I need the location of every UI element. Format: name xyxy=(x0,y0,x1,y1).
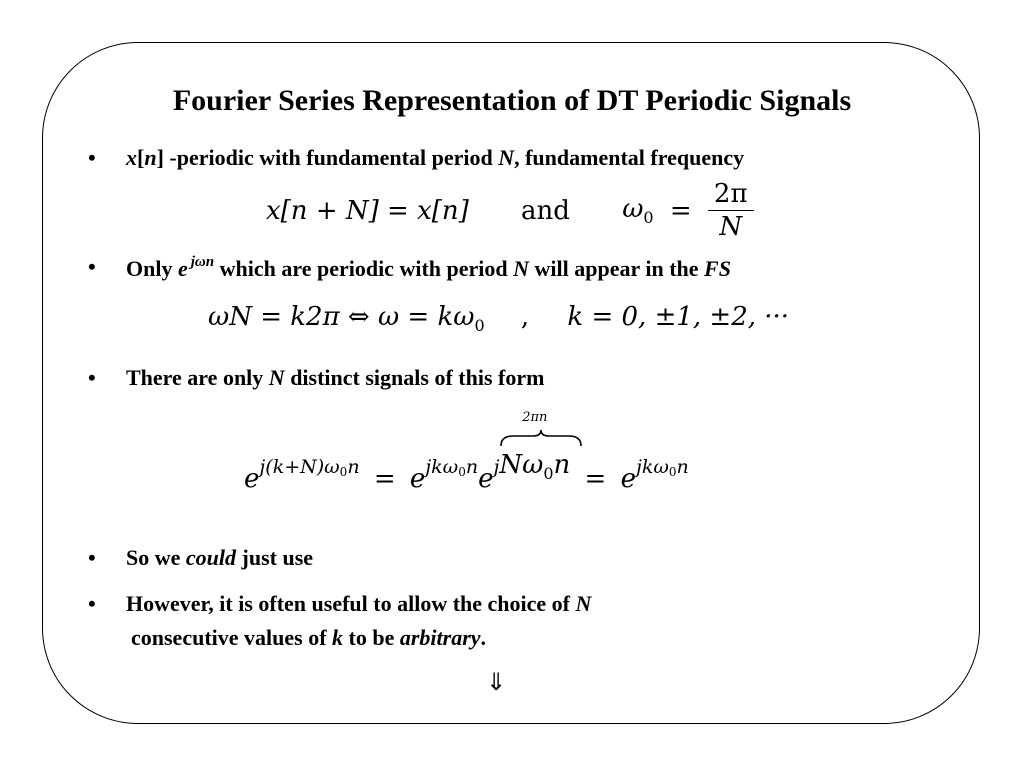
exp-text: jkω xyxy=(425,456,459,478)
omega-symbol: ω xyxy=(622,194,644,224)
bullet-marker: • xyxy=(88,545,96,570)
fraction-numerator: 2π xyxy=(708,178,754,211)
eq1-and: and xyxy=(521,195,570,226)
var-k: k xyxy=(332,625,344,650)
var-x: x xyxy=(126,145,137,170)
var-n: n xyxy=(144,145,157,170)
bullet-marker: • xyxy=(88,254,96,279)
abbr-FS: FS xyxy=(704,256,731,281)
equation-frequency-condition xyxy=(208,302,789,335)
var-N: N xyxy=(513,256,530,281)
eq1-omega0 xyxy=(622,194,653,227)
exp-text: n xyxy=(465,456,479,478)
exp-text: jkω xyxy=(635,456,669,478)
eq1-equals: = xyxy=(669,195,692,226)
exp-text: Nω xyxy=(499,450,544,480)
bullet-text: However, it is often useful to allow the choice of xyxy=(126,591,576,616)
subscript-zero: 0 xyxy=(643,208,654,227)
bullet-text: ] -periodic with fundamental period xyxy=(156,145,499,170)
subscript-zero: 0 xyxy=(474,316,485,335)
exponent-jwn: jωn xyxy=(190,254,215,270)
bullet-distinct-signals xyxy=(126,365,544,391)
bullet-text: which are periodic with period xyxy=(214,256,514,281)
down-double-arrow-icon: ⇓ xyxy=(486,668,507,696)
eq1-fraction xyxy=(708,178,754,243)
bullet-only-periodic xyxy=(126,254,731,282)
bullet-marker: • xyxy=(88,591,96,616)
eq3-exp2 xyxy=(425,456,478,478)
eq3-exp4 xyxy=(636,456,689,478)
bullet-marker: • xyxy=(88,145,96,170)
eq3-e: e xyxy=(244,464,260,494)
eq3-e: e xyxy=(620,464,636,494)
exp-text: j(k+N)ω xyxy=(259,456,340,478)
eq3-equals: = xyxy=(373,464,396,494)
bracket-open: [ xyxy=(137,145,145,170)
overbrace-group xyxy=(499,410,571,483)
bullet-could-use xyxy=(126,545,313,571)
var-N: N xyxy=(498,145,515,170)
eq3-e: e xyxy=(409,464,426,494)
eq2-comma: , xyxy=(520,302,530,332)
bullet-text: will appear in the xyxy=(529,256,705,281)
fraction-denominator: N xyxy=(719,212,743,242)
bullet-marker: • xyxy=(88,365,96,390)
equation-periodicity xyxy=(266,178,754,243)
subscript-zero: 0 xyxy=(668,465,677,479)
eq2-right: k = 0, ±1, ±2, ··· xyxy=(567,302,790,332)
var-N: N xyxy=(268,365,285,390)
subscript-zero: 0 xyxy=(543,464,554,483)
bullet-text: . xyxy=(480,625,487,650)
exp-text: n xyxy=(553,450,571,480)
eq1-lhs: x[n + N] = x[n] xyxy=(266,195,469,226)
bullet-text: consecutive values of xyxy=(131,625,333,650)
bullet-text: just use xyxy=(236,545,314,570)
eq3-e: e xyxy=(478,464,494,494)
bullet-text: Only xyxy=(126,256,178,281)
bullet-periodic xyxy=(126,145,744,171)
bullet-however-line2 xyxy=(131,625,486,651)
bullet-text: to be xyxy=(343,625,400,650)
subscript-zero: 0 xyxy=(458,465,466,479)
bullet-text: There are only xyxy=(126,365,269,390)
bullet-text: , fundamental frequency xyxy=(514,145,745,170)
exp-text: n xyxy=(676,456,689,478)
overbrace-label: 2πn xyxy=(522,410,548,425)
eq3-equals: = xyxy=(584,464,607,494)
bullet-text: So we xyxy=(126,545,186,570)
exp-text: j xyxy=(493,456,500,478)
emph-arbitrary: arbitrary xyxy=(399,625,481,650)
overbrace-icon xyxy=(499,430,583,448)
eq2-left: ωN = k2π ⇔ ω = kω xyxy=(208,302,475,332)
emph-could: could xyxy=(185,545,237,570)
slide-title: Fourier Series Representation of DT Periodic Signals xyxy=(172,84,852,117)
bullet-however-line1 xyxy=(126,591,591,617)
exp-text: n xyxy=(347,456,360,478)
eq3-exp1 xyxy=(259,456,359,478)
var-N: N xyxy=(575,591,592,616)
var-e: e xyxy=(177,256,188,281)
eq3-exp3 xyxy=(493,410,571,483)
bullet-text: distinct signals of this form xyxy=(284,365,545,390)
subscript-zero: 0 xyxy=(339,465,348,479)
